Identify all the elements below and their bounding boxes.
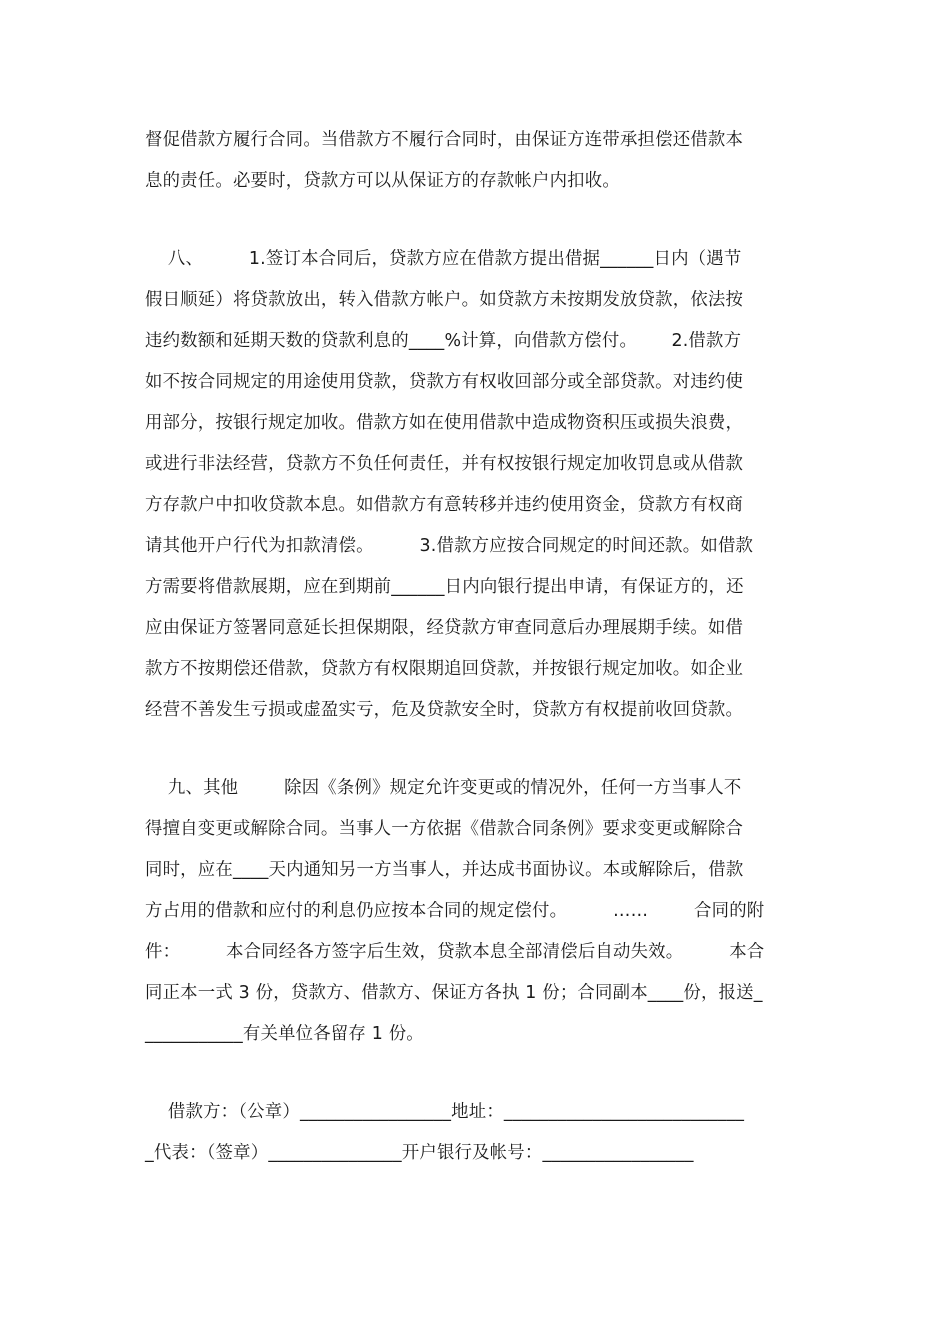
text-line: 九、其他 除因《条例》规定允许变更或的情况外，任何一方当事人不 [145, 778, 742, 798]
text-line: 督促借款方履行合同。当借款方不履行合同时，由保证方连带承担偿还借款本 [145, 130, 744, 150]
text-line: 假日顺延）将贷款放出，转入借款方帐户。如贷款方未按期发放贷款，依法按 [145, 290, 744, 310]
text-line: 得擅自变更或解除合同。当事人一方依据《借款合同条例》要求变更或解除合 [145, 819, 744, 839]
text-line: 经营不善发生亏损或虚盈实亏，危及贷款安全时，贷款方有权提前收回贷款。 [145, 700, 744, 720]
text-line: 应由保证方签署同意延长担保期限，经贷款方审查同意后办理展期手续。如借 [145, 618, 744, 638]
signature-line: _代表：（签章）_______________开户银行及帐号：_________________ [145, 1143, 694, 1163]
text-line: 方需要将借款展期，应在到期前______日内向银行提出申请，有保证方的，还 [145, 577, 744, 597]
text-line: 同时，应在____天内通知另一方当事人，并达成书面协议。本或解除后，借款 [145, 860, 744, 880]
text-line: 息的责任。必要时，贷款方可以从保证方的存款帐户内扣收。 [145, 171, 620, 191]
text-line: 款方不按期偿还借款，贷款方有权限期追回贷款，并按银行规定加收。如企业 [145, 659, 744, 679]
text-line: 或进行非法经营，贷款方不负任何责任，并有权按银行规定加收罚息或从借款 [145, 454, 744, 474]
text-line: ___________有关单位各留存 1 份。 [145, 1024, 424, 1044]
text-line: 八、 1.签订本合同后，贷款方应在借款方提出借据______日内（遇节 [145, 249, 742, 269]
text-line: 用部分，按银行规定加收。借款方如在使用借款中造成物资积压或损失浪费， [145, 413, 744, 433]
text-line: 方占用的借款和应付的利息仍应按本合同的规定偿付。 …… 合同的附 [145, 901, 765, 921]
text-line: 方存款户中扣收贷款本息。如借款方有意转移并违约使用资金，贷款方有权商 [145, 495, 744, 515]
signature-line: 借款方：（公章）_________________地址：___________________________ [145, 1102, 745, 1122]
text-line: 违约数额和延期天数的贷款利息的____%计算，向借款方偿付。 2.借款方 [145, 331, 742, 351]
text-line: 请其他开户行代为扣款清偿。 3.借款方应按合同规定的时间还款。如借款 [145, 536, 754, 556]
text-line: 同正本一式 3 份，贷款方、借款方、保证方各执 1 份；合同副本____份，报送_ [145, 983, 763, 1003]
text-line: 如不按合同规定的用途使用贷款，贷款方有权收回部分或全部贷款。对违约使 [145, 372, 744, 392]
text-line: 件： 本合同经各方签字后生效，贷款本息全部清偿后自动失效。 本合 [145, 942, 765, 962]
